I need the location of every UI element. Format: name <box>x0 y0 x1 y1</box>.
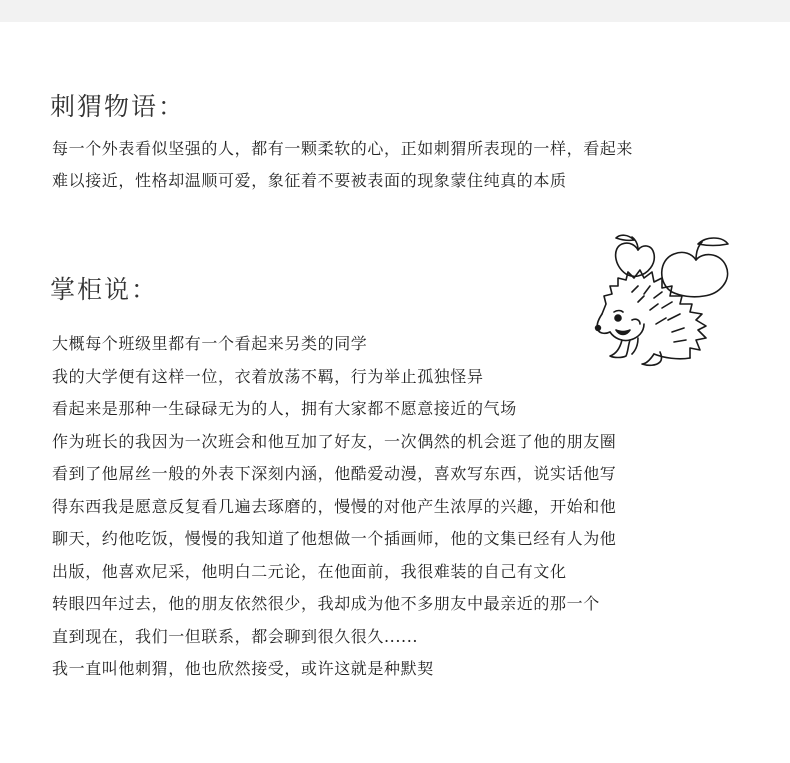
story-paragraph <box>52 133 732 197</box>
keeper-line: 作为班长的我因为一次班会和他互加了好友，一次偶然的机会逛了他的朋友圈 <box>52 431 617 451</box>
keeper-line: 看到了他屌丝一般的外表下深刻内涵，他酷爱动漫，喜欢写东西，说实话他写 <box>52 464 617 483</box>
keeper-line: 我的大学便有这样一位，衣着放荡不羁，行为举止孤独怪异 <box>52 366 484 386</box>
keeper-line: 聊天，约他吃饭，慢慢的我知道了他想做一个插画师，他的文集已经有人为他 <box>52 529 617 548</box>
keeper-line: 我一直叫他刺猬，他也欣然接受，或许这就是种默契 <box>52 659 434 678</box>
keeper-line: 出版，他喜欢尼采，他明白二元论，在他面前，我很难装的自己有文化 <box>52 561 567 581</box>
keeper-line: 直到现在，我们一但联系，都会聊到很久很久...... <box>52 626 419 646</box>
keeper-line: 看起来是那种一生碌碌无为的人，拥有大家都不愿意接近的气场 <box>52 399 517 418</box>
keeper-line: 得东西我是愿意反复看几遍去琢磨的，慢慢的对他产生浓厚的兴趣，开始和他 <box>52 496 617 516</box>
story-line: 每一个外表看似坚强的人，都有一颗柔软的心，正如刺猬所表现的一样，看起来 <box>52 139 634 158</box>
keeper-section-title: 掌柜说： <box>50 275 159 304</box>
hedgehog-with-apples-icon <box>592 232 738 368</box>
story-line: 难以接近，性格却温顺可爱，象征着不要被表面的现象蒙住纯真的本质 <box>52 171 567 190</box>
story-section-title: 刺猬物语： <box>50 92 186 121</box>
top-divider-strip <box>0 0 790 22</box>
keeper-line: 大概每个班级里都有一个看起来另类的同学 <box>52 334 368 353</box>
keeper-paragraph <box>52 328 732 686</box>
keeper-line: 转眼四年过去，他的朋友依然很少，我却成为他不多朋友中最亲近的那一个 <box>52 594 600 613</box>
